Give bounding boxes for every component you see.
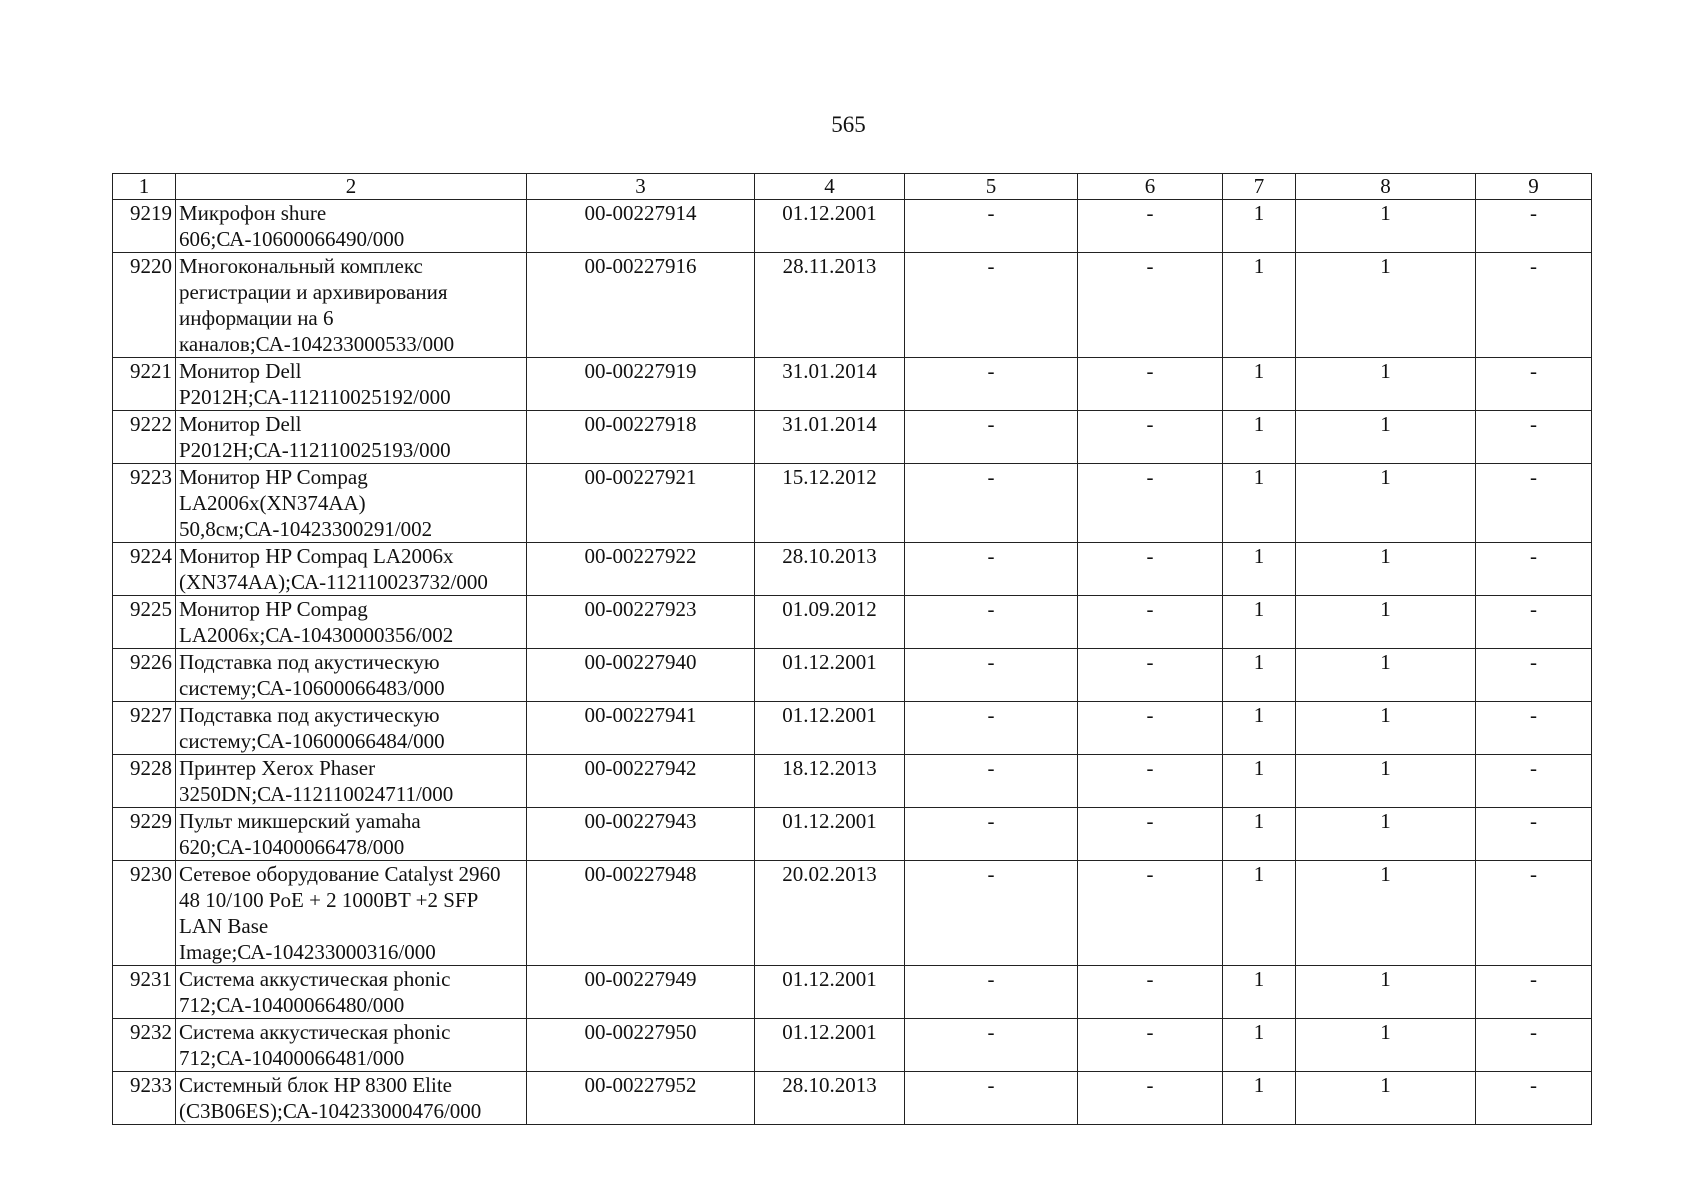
- column-9-cell: -: [1476, 1019, 1592, 1072]
- item-name-line: Подставка под акустическую: [179, 703, 440, 727]
- item-name-line: 50,8см;СА-10423300291/002: [179, 517, 433, 541]
- column-5-cell: -: [905, 966, 1078, 1019]
- column-5-cell: -: [905, 464, 1078, 543]
- item-name-cell: [176, 1072, 527, 1125]
- column-7-cell: 1: [1223, 253, 1296, 358]
- date-cell: 31.01.2014: [755, 411, 905, 464]
- inventory-code-cell: 00-00227914: [527, 200, 755, 253]
- row-number-cell: 9223: [113, 464, 176, 543]
- item-name-line: систему;СА-10600066484/000: [179, 729, 445, 753]
- inventory-code-cell: 00-00227916: [527, 253, 755, 358]
- column-6-cell: -: [1078, 1072, 1223, 1125]
- item-name-line: 620;СА-10400066478/000: [179, 835, 405, 859]
- item-name-cell: [176, 808, 527, 861]
- column-6-cell: -: [1078, 253, 1223, 358]
- column-5-cell: -: [905, 755, 1078, 808]
- column-7-cell: 1: [1223, 200, 1296, 253]
- inventory-code-cell: 00-00227918: [527, 411, 755, 464]
- table-row: [113, 411, 1592, 464]
- column-8-cell: 1: [1296, 702, 1476, 755]
- table-row: [113, 596, 1592, 649]
- item-name-line: Сетевое оборудование Catalyst 2960: [179, 862, 501, 886]
- column-6-cell: -: [1078, 966, 1223, 1019]
- column-9-cell: -: [1476, 464, 1592, 543]
- date-cell: 28.10.2013: [755, 1072, 905, 1125]
- row-number-cell: 9221: [113, 358, 176, 411]
- date-cell: 01.12.2001: [755, 1019, 905, 1072]
- date-cell: 28.10.2013: [755, 543, 905, 596]
- item-name-line: систему;СА-10600066483/000: [179, 676, 445, 700]
- inventory-code-cell: 00-00227949: [527, 966, 755, 1019]
- column-5-cell: -: [905, 702, 1078, 755]
- table-row: [113, 1019, 1592, 1072]
- inventory-code-cell: 00-00227922: [527, 543, 755, 596]
- inventory-code-cell: 00-00227940: [527, 649, 755, 702]
- table-header-row: [113, 174, 1592, 200]
- column-5-cell: -: [905, 1019, 1078, 1072]
- item-name-line: (XN374AA);СА-112110023732/000: [179, 570, 488, 594]
- inventory-code-cell: 00-00227943: [527, 808, 755, 861]
- date-cell: 15.12.2012: [755, 464, 905, 543]
- item-name-line: LA2006x;СА-10430000356/002: [179, 623, 454, 647]
- table-row: [113, 861, 1592, 966]
- column-6-cell: -: [1078, 1019, 1223, 1072]
- column-6-cell: -: [1078, 649, 1223, 702]
- row-number-cell: 9228: [113, 755, 176, 808]
- column-9-cell: -: [1476, 702, 1592, 755]
- column-7-cell: 1: [1223, 464, 1296, 543]
- column-8-cell: 1: [1296, 253, 1476, 358]
- item-name-cell: [176, 358, 527, 411]
- column-7-cell: 1: [1223, 966, 1296, 1019]
- inventory-code-cell: 00-00227948: [527, 861, 755, 966]
- table-row: [113, 358, 1592, 411]
- column-9-cell: -: [1476, 253, 1592, 358]
- item-name-line: P2012H;СА-112110025193/000: [179, 438, 451, 462]
- column-6-cell: -: [1078, 464, 1223, 543]
- column-5-cell: -: [905, 411, 1078, 464]
- date-cell: 01.09.2012: [755, 596, 905, 649]
- item-name-line: Многокональный комплекс: [179, 254, 423, 278]
- table-row: [113, 1072, 1592, 1125]
- column-9-cell: -: [1476, 200, 1592, 253]
- item-name-line: Система аккустическая phonic: [179, 967, 451, 991]
- item-name-line: Монитор HP Compag: [179, 465, 368, 489]
- column-7-cell: 1: [1223, 358, 1296, 411]
- column-5-cell: -: [905, 358, 1078, 411]
- inventory-code-cell: 00-00227950: [527, 1019, 755, 1072]
- inventory-code-cell: 00-00227942: [527, 755, 755, 808]
- table-row: [113, 200, 1592, 253]
- item-name-line: 3250DN;СА-112110024711/000: [179, 782, 454, 806]
- column-8-cell: 1: [1296, 966, 1476, 1019]
- item-name-cell: [176, 596, 527, 649]
- item-name-line: Система аккустическая phonic: [179, 1020, 451, 1044]
- item-name-cell: [176, 966, 527, 1019]
- item-name-line: LAN Base: [179, 914, 269, 938]
- table-row: [113, 702, 1592, 755]
- column-8-cell: 1: [1296, 596, 1476, 649]
- column-header: 3: [527, 174, 755, 200]
- column-header: 7: [1223, 174, 1296, 200]
- inventory-code-cell: 00-00227919: [527, 358, 755, 411]
- column-9-cell: -: [1476, 808, 1592, 861]
- row-number-cell: 9219: [113, 200, 176, 253]
- item-name-line: регистрации и архивирования: [179, 280, 448, 304]
- item-name-line: Монитор Dell: [179, 412, 302, 436]
- column-6-cell: -: [1078, 200, 1223, 253]
- column-6-cell: -: [1078, 411, 1223, 464]
- date-cell: 01.12.2001: [755, 649, 905, 702]
- column-7-cell: 1: [1223, 596, 1296, 649]
- row-number-cell: 9225: [113, 596, 176, 649]
- column-6-cell: -: [1078, 755, 1223, 808]
- date-cell: 01.12.2001: [755, 808, 905, 861]
- table-row: [113, 253, 1592, 358]
- column-6-cell: -: [1078, 543, 1223, 596]
- item-name-line: 712;СА-10400066480/000: [179, 993, 405, 1017]
- column-8-cell: 1: [1296, 808, 1476, 861]
- item-name-cell: [176, 200, 527, 253]
- row-number-cell: 9233: [113, 1072, 176, 1125]
- column-9-cell: -: [1476, 543, 1592, 596]
- column-5-cell: -: [905, 596, 1078, 649]
- row-number-cell: 9226: [113, 649, 176, 702]
- column-header: 9: [1476, 174, 1592, 200]
- item-name-line: информации на 6: [179, 306, 334, 330]
- row-number-cell: 9227: [113, 702, 176, 755]
- table-row: [113, 808, 1592, 861]
- item-name-cell: [176, 411, 527, 464]
- column-5-cell: -: [905, 808, 1078, 861]
- item-name-cell: [176, 253, 527, 358]
- column-header: 1: [113, 174, 176, 200]
- row-number-cell: 9220: [113, 253, 176, 358]
- column-5-cell: -: [905, 253, 1078, 358]
- column-6-cell: -: [1078, 596, 1223, 649]
- column-9-cell: -: [1476, 596, 1592, 649]
- column-8-cell: 1: [1296, 543, 1476, 596]
- date-cell: 20.02.2013: [755, 861, 905, 966]
- item-name-line: Подставка под акустическую: [179, 650, 440, 674]
- row-number-cell: 9229: [113, 808, 176, 861]
- item-name-line: 606;СА-10600066490/000: [179, 227, 405, 251]
- page-number: 565: [831, 112, 866, 137]
- column-header: 4: [755, 174, 905, 200]
- row-number-cell: 9232: [113, 1019, 176, 1072]
- column-header: 5: [905, 174, 1078, 200]
- row-number-cell: 9231: [113, 966, 176, 1019]
- row-number-cell: 9230: [113, 861, 176, 966]
- date-cell: 28.11.2013: [755, 253, 905, 358]
- item-name-cell: [176, 464, 527, 543]
- column-7-cell: 1: [1223, 411, 1296, 464]
- item-name-cell: [176, 543, 527, 596]
- column-6-cell: -: [1078, 702, 1223, 755]
- column-9-cell: -: [1476, 411, 1592, 464]
- column-6-cell: -: [1078, 861, 1223, 966]
- table-row: [113, 649, 1592, 702]
- inventory-code-cell: 00-00227952: [527, 1072, 755, 1125]
- item-name-line: 48 10/100 PoE + 2 1000BT +2 SFP: [179, 888, 479, 912]
- column-8-cell: 1: [1296, 464, 1476, 543]
- item-name-line: каналов;СА-104233000533/000: [179, 332, 455, 356]
- item-name-line: 712;СА-10400066481/000: [179, 1046, 405, 1070]
- item-name-line: Системный блок HP 8300 Elite: [179, 1073, 452, 1097]
- table-row: [113, 543, 1592, 596]
- column-5-cell: -: [905, 1072, 1078, 1125]
- item-name-cell: [176, 649, 527, 702]
- column-6-cell: -: [1078, 358, 1223, 411]
- column-7-cell: 1: [1223, 649, 1296, 702]
- column-8-cell: 1: [1296, 1019, 1476, 1072]
- row-number-cell: 9222: [113, 411, 176, 464]
- table-row: [113, 464, 1592, 543]
- item-name-line: LA2006x(XN374AA): [179, 491, 366, 515]
- date-cell: 31.01.2014: [755, 358, 905, 411]
- table-row: [113, 755, 1592, 808]
- column-8-cell: 1: [1296, 411, 1476, 464]
- item-name-line: Монитор Dell: [179, 359, 302, 383]
- column-7-cell: 1: [1223, 755, 1296, 808]
- item-name-line: Монитор HP Compag: [179, 597, 368, 621]
- column-header: 8: [1296, 174, 1476, 200]
- item-name-line: Принтер Xerox Phaser: [179, 756, 376, 780]
- column-7-cell: 1: [1223, 1019, 1296, 1072]
- item-name-line: (C3B06ES);СА-104233000476/000: [179, 1099, 482, 1123]
- inventory-code-cell: 00-00227941: [527, 702, 755, 755]
- column-7-cell: 1: [1223, 543, 1296, 596]
- column-8-cell: 1: [1296, 200, 1476, 253]
- column-9-cell: -: [1476, 755, 1592, 808]
- column-5-cell: -: [905, 200, 1078, 253]
- item-name-cell: [176, 702, 527, 755]
- column-9-cell: -: [1476, 649, 1592, 702]
- column-8-cell: 1: [1296, 1072, 1476, 1125]
- item-name-line: Монитор HP Compaq LA2006x: [179, 544, 454, 568]
- date-cell: 18.12.2013: [755, 755, 905, 808]
- date-cell: 01.12.2001: [755, 702, 905, 755]
- column-6-cell: -: [1078, 808, 1223, 861]
- date-cell: 01.12.2001: [755, 966, 905, 1019]
- item-name-cell: [176, 1019, 527, 1072]
- item-name-cell: [176, 861, 527, 966]
- column-8-cell: 1: [1296, 358, 1476, 411]
- column-8-cell: 1: [1296, 861, 1476, 966]
- column-5-cell: -: [905, 861, 1078, 966]
- inventory-code-cell: 00-00227923: [527, 596, 755, 649]
- column-5-cell: -: [905, 649, 1078, 702]
- date-cell: 01.12.2001: [755, 200, 905, 253]
- inventory-code-cell: 00-00227921: [527, 464, 755, 543]
- column-header: 6: [1078, 174, 1223, 200]
- item-name-line: Image;СА-104233000316/000: [179, 940, 436, 964]
- column-9-cell: -: [1476, 861, 1592, 966]
- column-5-cell: -: [905, 543, 1078, 596]
- column-9-cell: -: [1476, 966, 1592, 1019]
- column-8-cell: 1: [1296, 649, 1476, 702]
- column-7-cell: 1: [1223, 1072, 1296, 1125]
- item-name-line: Пульт микшерский yamaha: [179, 809, 421, 833]
- item-name-cell: [176, 755, 527, 808]
- inventory-table: [112, 173, 1592, 1125]
- column-7-cell: 1: [1223, 861, 1296, 966]
- column-7-cell: 1: [1223, 702, 1296, 755]
- table-row: [113, 966, 1592, 1019]
- column-9-cell: -: [1476, 358, 1592, 411]
- column-8-cell: 1: [1296, 755, 1476, 808]
- column-7-cell: 1: [1223, 808, 1296, 861]
- column-header: 2: [176, 174, 527, 200]
- column-9-cell: -: [1476, 1072, 1592, 1125]
- item-name-line: P2012H;СА-112110025192/000: [179, 385, 451, 409]
- item-name-line: Микрофон shure: [179, 201, 327, 225]
- row-number-cell: 9224: [113, 543, 176, 596]
